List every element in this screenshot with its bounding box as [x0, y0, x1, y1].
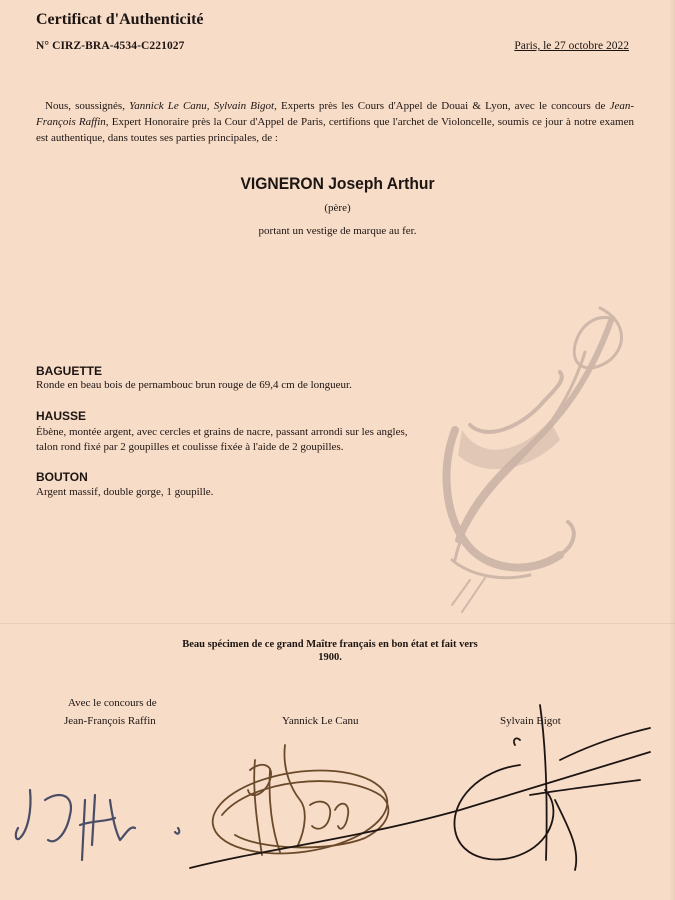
- experts-names: Yannick Le Canu, Sylvain Bigot: [129, 100, 275, 112]
- section-text-baguette: Ronde en beau bois de pernambouc brun rouge de 69,4 cm de longueur.: [36, 379, 352, 391]
- signatory-le-canu: Yannick Le Canu: [282, 715, 359, 727]
- section-text-bouton: Argent massif, double gorge, 1 goupille.: [36, 486, 214, 498]
- intro-part-2: , Experts près les Cours d'Appel de Douai & Lyon, avec le concours de: [274, 100, 610, 112]
- signatory-bigot: Sylvain Bigot: [500, 715, 561, 727]
- place-and-date: Paris, le 27 octobre 2022: [514, 40, 629, 52]
- section-text-hausse: Ébène, montée argent, avec cercles et grains de nacre, passant arrondi sur les angles, talon rond fixé par 2 goupilles et coulisse fixée à l'aide de 2 goupilles.: [36, 426, 408, 453]
- intro-part-3: , Expert Honoraire près la Cour d'Appel de Paris, certifions que l'archet de Violoncelle, soumis ce jour à notre examen est authentique, dans toutes ses parties principales, de :: [36, 116, 634, 144]
- certificate-title: Certificat d'Authenticité: [36, 11, 204, 28]
- section-heading-bouton: BOUTON: [36, 470, 88, 484]
- maker-qualifier: (père): [324, 202, 351, 214]
- maker-note: portant un vestige de marque au fer.: [258, 225, 417, 237]
- section-heading-hausse: HAUSSE: [36, 409, 87, 423]
- closing-line-2: 1900.: [318, 652, 342, 663]
- reference-number: N° CIRZ-BRA-4534-C221027: [36, 40, 185, 52]
- maker-name: VIGNERON Joseph Arthur: [240, 174, 435, 193]
- intro-part-1: Nous, soussignés,: [45, 100, 130, 112]
- signatory-raffin-line-1: Avec le concours de: [68, 697, 157, 709]
- honorary-expert-name: Jean-François Raffin: [36, 100, 634, 128]
- signature-bigot: [190, 705, 650, 870]
- section-heading-baguette: BAGUETTE: [36, 364, 102, 378]
- closing-line-1: Beau spécimen de ce grand Maître français en bon état et fait vers: [182, 639, 478, 650]
- signature-raffin: [16, 790, 179, 860]
- signatory-raffin-line-2: Jean-François Raffin: [64, 715, 156, 727]
